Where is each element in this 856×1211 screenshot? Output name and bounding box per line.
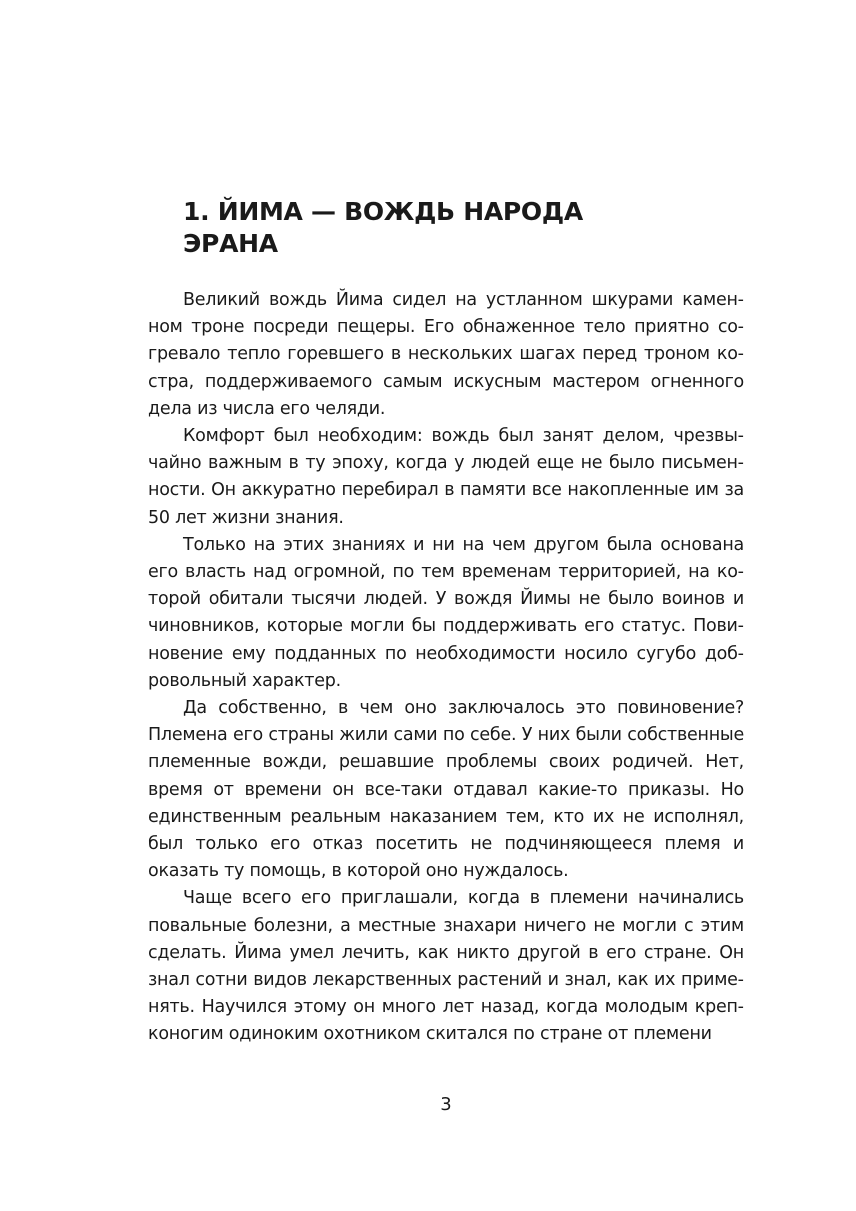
paragraph: Только на этих знаниях и ни на чем другом была основана его власть над огромной, по тем временам территорией, на которой обитали тысячи людей. У вождя Йимы не было воинов и чиновников, которые могли бы поддерживать его статус. Повиновение ему подданных по необходимости носило сугубо добровольный характер. [148, 534, 744, 691]
chapter-body [148, 287, 744, 1049]
chapter-title [183, 196, 763, 260]
paragraph: Чаще всего его приглашали, когда в племени начинались повальные болезни, а местные знахари ничего не могли с этим сделать. Йима умел лечить, как никто другой в его стране. Он знал сотни видов лекарственных растений и знал, как их применять. Научился этому он много лет назад, когда молодым крепконогим одиноким охотником скитался по стране от племени [148, 888, 744, 1045]
paragraph: Да собственно, в чем оно заключалось это повиновение? Племена его страны жили сами по себе. У них были собственные племенные вожди, решавшие проблемы своих родичей. Нет, время от времени он все-таки отдавал какие-то приказы. Но единственным реальным наказанием тем, кто их не исполнял, был только его отказ посетить не подчиняющееся племя и оказать ту помощь, в которой оно нуждалось. [148, 698, 744, 882]
paragraph: Великий вождь Йима сидел на устланном шкурами каменном троне посреди пещеры. Его обнаженное тело приятно согревало тепло горевшего в нескольких шагах перед троном костра, поддерживаемого самым искусным мастером огненного дела из числа его челяди. [148, 290, 744, 419]
paragraph: Комфорт был необходим: вождь был занят делом, чрезвычайно важным в ту эпоху, когда у людей еще не было письменности. Он аккуратно перебирал в памяти все накопленные им за 50 лет жизни знания. [148, 426, 744, 528]
page-number: 3 [440, 1094, 452, 1115]
chapter-title-line-1: 1. ЙИМА — ВОЖДЬ НАРОДА [183, 197, 583, 226]
chapter-title-line-2: ЭРАНА [183, 229, 278, 258]
